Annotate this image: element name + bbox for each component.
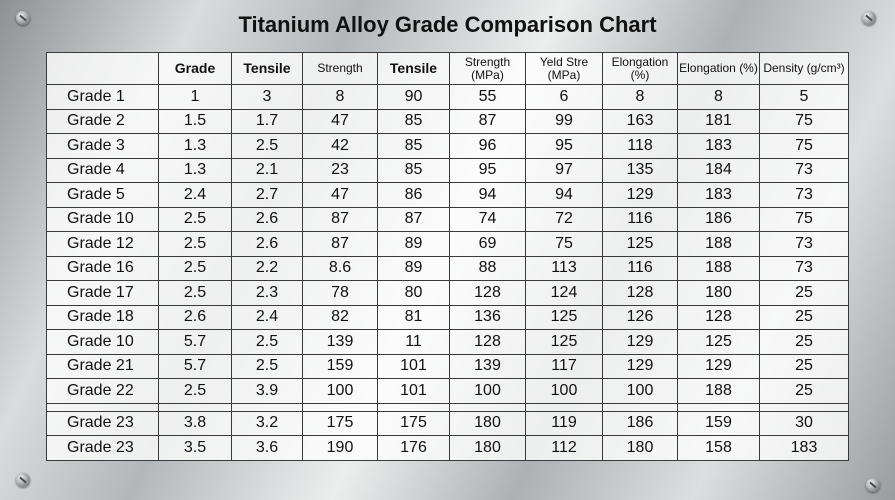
value-cell: 47 xyxy=(303,109,378,134)
value-cell: 2.1 xyxy=(232,158,303,183)
value-cell: 87 xyxy=(378,207,450,232)
column-header xyxy=(603,53,678,85)
value-cell: 8.6 xyxy=(303,256,378,281)
value-cell: 78 xyxy=(303,281,378,306)
value-cell: 87 xyxy=(450,109,526,134)
value-cell: 100 xyxy=(303,379,378,404)
grade-cell: Grade 10 xyxy=(47,330,159,355)
table-row xyxy=(47,109,849,134)
table-row xyxy=(47,379,849,404)
value-cell: 2.6 xyxy=(232,207,303,232)
value-cell: 42 xyxy=(303,134,378,159)
value-cell: 116 xyxy=(603,256,678,281)
table-row xyxy=(47,158,849,183)
value-cell: 85 xyxy=(378,134,450,159)
column-header: Tensile xyxy=(232,53,303,85)
table-row xyxy=(47,256,849,281)
grade-cell: Grade 5 xyxy=(47,183,159,208)
value-cell: 188 xyxy=(678,232,760,257)
value-cell: 129 xyxy=(678,354,760,379)
value-cell: 183 xyxy=(678,134,760,159)
value-cell: 112 xyxy=(526,436,603,461)
value-cell: 2.5 xyxy=(159,379,232,404)
value-cell: 80 xyxy=(378,281,450,306)
column-header: Elongation (%) xyxy=(678,53,760,85)
value-cell: 1.7 xyxy=(232,109,303,134)
value-cell: 8 xyxy=(678,85,760,110)
grade-cell: Grade 23 xyxy=(47,411,159,436)
value-cell xyxy=(760,403,849,411)
value-cell: 101 xyxy=(378,379,450,404)
value-cell: 5 xyxy=(760,85,849,110)
value-cell: 3 xyxy=(232,85,303,110)
value-cell: 100 xyxy=(603,379,678,404)
value-cell: 159 xyxy=(678,411,760,436)
value-cell: 25 xyxy=(760,330,849,355)
value-cell: 69 xyxy=(450,232,526,257)
value-cell: 25 xyxy=(760,281,849,306)
value-cell: 90 xyxy=(378,85,450,110)
value-cell: 94 xyxy=(526,183,603,208)
value-cell: 25 xyxy=(760,305,849,330)
table-row xyxy=(47,436,849,461)
screw-icon xyxy=(866,478,880,492)
value-cell: 47 xyxy=(303,183,378,208)
table-row xyxy=(47,411,849,436)
value-cell: 181 xyxy=(678,109,760,134)
value-cell: 86 xyxy=(378,183,450,208)
grade-cell: Grade 16 xyxy=(47,256,159,281)
value-cell: 1.3 xyxy=(159,158,232,183)
column-header: Density (g/cm³) xyxy=(760,53,849,85)
value-cell: 129 xyxy=(603,354,678,379)
grade-cell: Grade 10 xyxy=(47,207,159,232)
value-cell: 1 xyxy=(159,85,232,110)
value-cell: 128 xyxy=(450,330,526,355)
grade-cell: Grade 21 xyxy=(47,354,159,379)
value-cell: 135 xyxy=(603,158,678,183)
value-cell: 180 xyxy=(450,411,526,436)
value-cell: 82 xyxy=(303,305,378,330)
value-cell: 96 xyxy=(450,134,526,159)
table-row xyxy=(47,232,849,257)
column-header xyxy=(47,53,159,85)
header-row xyxy=(47,53,849,85)
column-header-text: Yeld Stre (MPa) xyxy=(539,54,589,82)
value-cell: 2.2 xyxy=(232,256,303,281)
value-cell: 3.5 xyxy=(159,436,232,461)
value-cell: 116 xyxy=(603,207,678,232)
value-cell: 8 xyxy=(303,85,378,110)
value-cell: 118 xyxy=(603,134,678,159)
value-cell: 100 xyxy=(526,379,603,404)
value-cell: 72 xyxy=(526,207,603,232)
table-row xyxy=(47,85,849,110)
value-cell: 126 xyxy=(603,305,678,330)
table-row xyxy=(47,403,849,411)
value-cell xyxy=(678,403,760,411)
value-cell: 113 xyxy=(526,256,603,281)
column-header xyxy=(450,53,526,85)
value-cell: 159 xyxy=(303,354,378,379)
value-cell: 125 xyxy=(526,330,603,355)
value-cell: 2.5 xyxy=(232,134,303,159)
value-cell: 2.6 xyxy=(159,305,232,330)
column-header: Strength xyxy=(303,53,378,85)
value-cell: 23 xyxy=(303,158,378,183)
value-cell: 136 xyxy=(450,305,526,330)
grade-cell: Grade 22 xyxy=(47,379,159,404)
value-cell: 158 xyxy=(678,436,760,461)
value-cell: 85 xyxy=(378,158,450,183)
value-cell: 75 xyxy=(760,134,849,159)
table-row xyxy=(47,183,849,208)
value-cell: 6 xyxy=(526,85,603,110)
value-cell: 88 xyxy=(450,256,526,281)
table-row xyxy=(47,305,849,330)
value-cell: 175 xyxy=(303,411,378,436)
value-cell: 2.4 xyxy=(232,305,303,330)
value-cell: 128 xyxy=(603,281,678,306)
screw-icon xyxy=(16,473,30,487)
value-cell: 125 xyxy=(526,305,603,330)
value-cell xyxy=(378,403,450,411)
value-cell: 3.8 xyxy=(159,411,232,436)
value-cell: 75 xyxy=(760,109,849,134)
table-row xyxy=(47,207,849,232)
value-cell: 3.2 xyxy=(232,411,303,436)
column-header xyxy=(526,53,603,85)
value-cell: 125 xyxy=(678,330,760,355)
value-cell: 74 xyxy=(450,207,526,232)
value-cell: 2.5 xyxy=(232,354,303,379)
value-cell: 188 xyxy=(678,379,760,404)
value-cell xyxy=(232,403,303,411)
value-cell: 119 xyxy=(526,411,603,436)
value-cell: 100 xyxy=(450,379,526,404)
grade-cell: Grade 23 xyxy=(47,436,159,461)
value-cell: 73 xyxy=(760,158,849,183)
table-row xyxy=(47,330,849,355)
value-cell xyxy=(526,403,603,411)
value-cell: 25 xyxy=(760,354,849,379)
value-cell: 95 xyxy=(450,158,526,183)
value-cell: 180 xyxy=(450,436,526,461)
value-cell: 73 xyxy=(760,183,849,208)
value-cell: 186 xyxy=(678,207,760,232)
value-cell: 87 xyxy=(303,207,378,232)
value-cell: 2.5 xyxy=(159,207,232,232)
value-cell: 2.4 xyxy=(159,183,232,208)
value-cell: 5.7 xyxy=(159,330,232,355)
value-cell: 2.5 xyxy=(159,281,232,306)
grade-cell: Grade 4 xyxy=(47,158,159,183)
value-cell: 180 xyxy=(603,436,678,461)
comparison-table xyxy=(46,52,849,461)
column-header: Grade xyxy=(159,53,232,85)
value-cell: 2.3 xyxy=(232,281,303,306)
value-cell: 186 xyxy=(603,411,678,436)
table-body xyxy=(47,85,849,461)
value-cell: 97 xyxy=(526,158,603,183)
column-header-text: Strength (MPa) xyxy=(464,54,511,82)
value-cell: 75 xyxy=(760,207,849,232)
grade-cell xyxy=(47,403,159,411)
column-header: Tensile xyxy=(378,53,450,85)
value-cell: 2.5 xyxy=(159,232,232,257)
value-cell xyxy=(303,403,378,411)
value-cell: 184 xyxy=(678,158,760,183)
value-cell: 2.6 xyxy=(232,232,303,257)
value-cell xyxy=(450,403,526,411)
value-cell: 176 xyxy=(378,436,450,461)
value-cell xyxy=(603,403,678,411)
grade-cell: Grade 3 xyxy=(47,134,159,159)
grade-cell: Grade 12 xyxy=(47,232,159,257)
value-cell: 3.9 xyxy=(232,379,303,404)
value-cell: 2.5 xyxy=(159,256,232,281)
value-cell: 2.5 xyxy=(232,330,303,355)
value-cell: 101 xyxy=(378,354,450,379)
value-cell: 55 xyxy=(450,85,526,110)
value-cell: 25 xyxy=(760,379,849,404)
value-cell: 139 xyxy=(303,330,378,355)
value-cell: 5.7 xyxy=(159,354,232,379)
value-cell: 117 xyxy=(526,354,603,379)
value-cell: 89 xyxy=(378,256,450,281)
value-cell: 75 xyxy=(526,232,603,257)
value-cell: 2.7 xyxy=(232,183,303,208)
value-cell: 188 xyxy=(678,256,760,281)
value-cell: 87 xyxy=(303,232,378,257)
value-cell: 85 xyxy=(378,109,450,134)
value-cell xyxy=(159,403,232,411)
grade-cell: Grade 1 xyxy=(47,85,159,110)
value-cell: 139 xyxy=(450,354,526,379)
value-cell: 125 xyxy=(603,232,678,257)
grade-cell: Grade 17 xyxy=(47,281,159,306)
table-row xyxy=(47,354,849,379)
value-cell: 128 xyxy=(450,281,526,306)
value-cell: 183 xyxy=(678,183,760,208)
value-cell: 1.3 xyxy=(159,134,232,159)
column-header-text: Elongation (%) xyxy=(611,54,669,82)
value-cell: 94 xyxy=(450,183,526,208)
value-cell: 129 xyxy=(603,183,678,208)
value-cell: 73 xyxy=(760,256,849,281)
value-cell: 99 xyxy=(526,109,603,134)
value-cell: 190 xyxy=(303,436,378,461)
value-cell: 175 xyxy=(378,411,450,436)
grade-cell: Grade 18 xyxy=(47,305,159,330)
value-cell: 89 xyxy=(378,232,450,257)
value-cell: 180 xyxy=(678,281,760,306)
chart-title: Titanium Alloy Grade Comparison Chart xyxy=(238,12,657,37)
value-cell: 11 xyxy=(378,330,450,355)
value-cell: 183 xyxy=(760,436,849,461)
grade-cell: Grade 2 xyxy=(47,109,159,134)
value-cell: 30 xyxy=(760,411,849,436)
value-cell: 8 xyxy=(603,85,678,110)
value-cell: 128 xyxy=(678,305,760,330)
value-cell: 73 xyxy=(760,232,849,257)
value-cell: 3.6 xyxy=(232,436,303,461)
table-row xyxy=(47,281,849,306)
value-cell: 95 xyxy=(526,134,603,159)
value-cell: 124 xyxy=(526,281,603,306)
value-cell: 129 xyxy=(603,330,678,355)
value-cell: 81 xyxy=(378,305,450,330)
value-cell: 1.5 xyxy=(159,109,232,134)
value-cell: 163 xyxy=(603,109,678,134)
table-row xyxy=(47,134,849,159)
